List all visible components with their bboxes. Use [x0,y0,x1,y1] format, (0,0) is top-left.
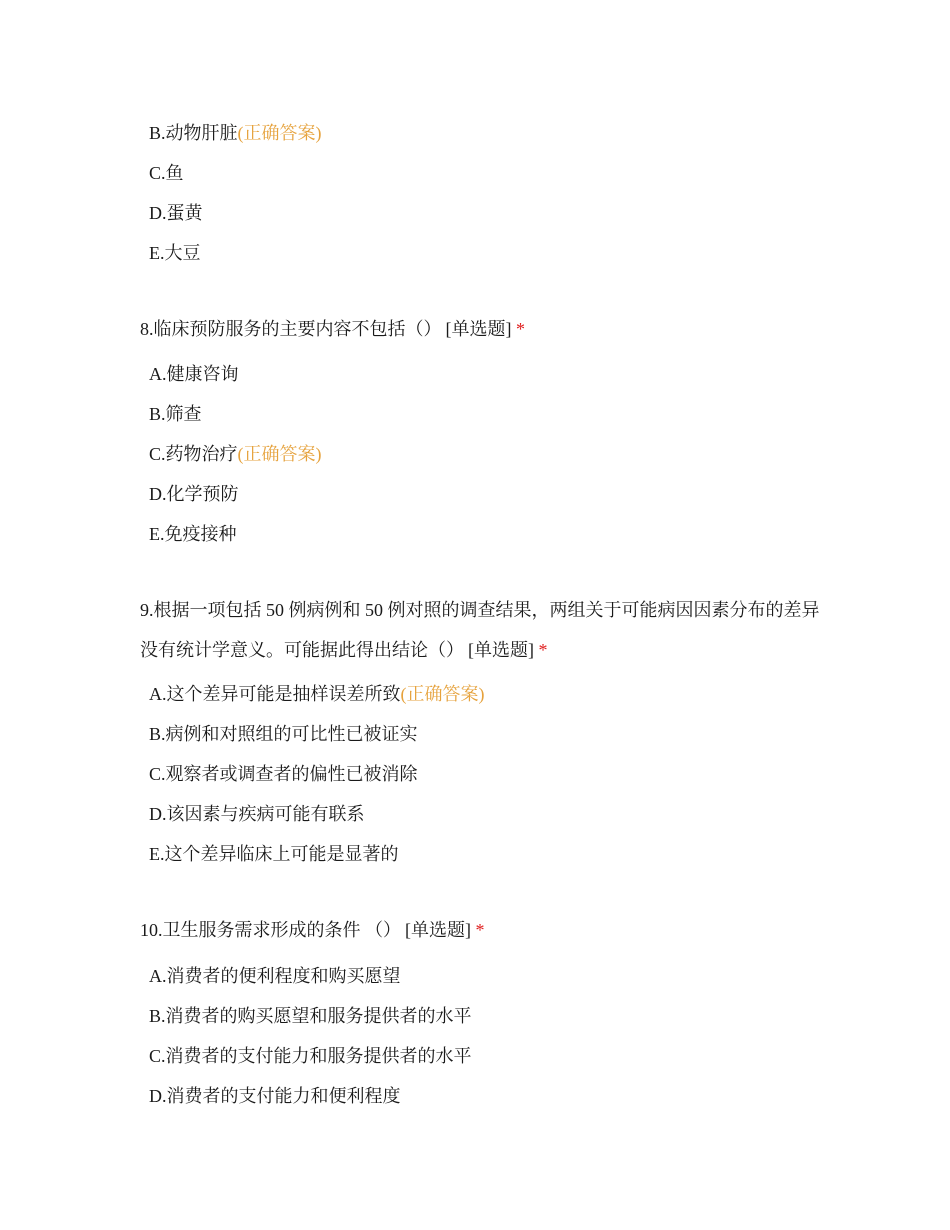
q9-option-b[interactable] [149,721,418,747]
q7-option-e[interactable] [149,240,201,266]
q8-title [140,309,820,349]
q9-option-e[interactable] [149,841,399,867]
option-label: D.消费者的支付能力和便利程度 [149,1086,401,1106]
question-text: 10.卫生服务需求形成的条件 （） [140,920,401,940]
q10-option-c[interactable] [149,1043,472,1069]
option-label: D.该因素与疾病可能有联系 [149,804,365,824]
q7-option-b[interactable] [149,120,322,146]
q8-option-b[interactable] [149,401,202,427]
q8-option-c[interactable] [149,441,322,467]
question-type-tag: [单选题] [405,920,471,940]
option-label: C.鱼 [149,163,184,183]
option-label: E.大豆 [149,243,201,263]
option-label: C.观察者或调查者的偏性已被消除 [149,764,418,784]
required-mark: * [538,640,548,660]
option-label: C.药物治疗 [149,444,238,464]
q9-option-d[interactable] [149,801,365,827]
question-text: 8.临床预防服务的主要内容不包括（） [140,319,442,339]
option-label: A.健康咨询 [149,364,239,384]
q7-option-d[interactable] [149,200,203,226]
option-label: B.筛查 [149,404,202,424]
question-type-tag: [单选题] [468,640,534,660]
option-label: A.消费者的便利程度和购买愿望 [149,966,401,986]
question-text: 9.根据一项包括 50 例病例和 50 例对照的调查结果，两组关于可能病因因素分布的差异没有统计学意义。可能据此得出结论（） [140,600,820,660]
q8-option-a[interactable] [149,361,239,387]
q7-option-c[interactable] [149,160,184,186]
question-type-tag: [单选题] [445,319,512,339]
q9-option-c[interactable] [149,761,418,787]
q9-title [140,590,820,670]
option-label: B.消费者的购买愿望和服务提供者的水平 [149,1006,472,1026]
q8-option-e[interactable] [149,521,237,547]
option-label: E.这个差异临床上可能是显著的 [149,844,399,864]
correct-answer-label: (正确答案) [237,123,322,143]
required-mark: * [475,920,485,940]
q8-option-d[interactable] [149,481,239,507]
q10-option-b[interactable] [149,1003,472,1029]
q10-option-d[interactable] [149,1083,401,1109]
q10-title [140,910,820,950]
option-label: B.动物肝脏 [149,123,238,143]
option-label: C.消费者的支付能力和服务提供者的水平 [149,1046,472,1066]
required-mark: * [516,319,525,339]
q9-option-a[interactable] [149,681,485,707]
correct-answer-label: (正确答案) [237,444,322,464]
option-label: B.病例和对照组的可比性已被证实 [149,724,418,744]
q10-option-a[interactable] [149,963,401,989]
option-label: D.化学预防 [149,484,239,504]
correct-answer-label: (正确答案) [400,684,485,704]
option-label: A.这个差异可能是抽样误差所致 [149,684,401,704]
option-label: E.免疫接种 [149,524,237,544]
option-label: D.蛋黄 [149,203,203,223]
